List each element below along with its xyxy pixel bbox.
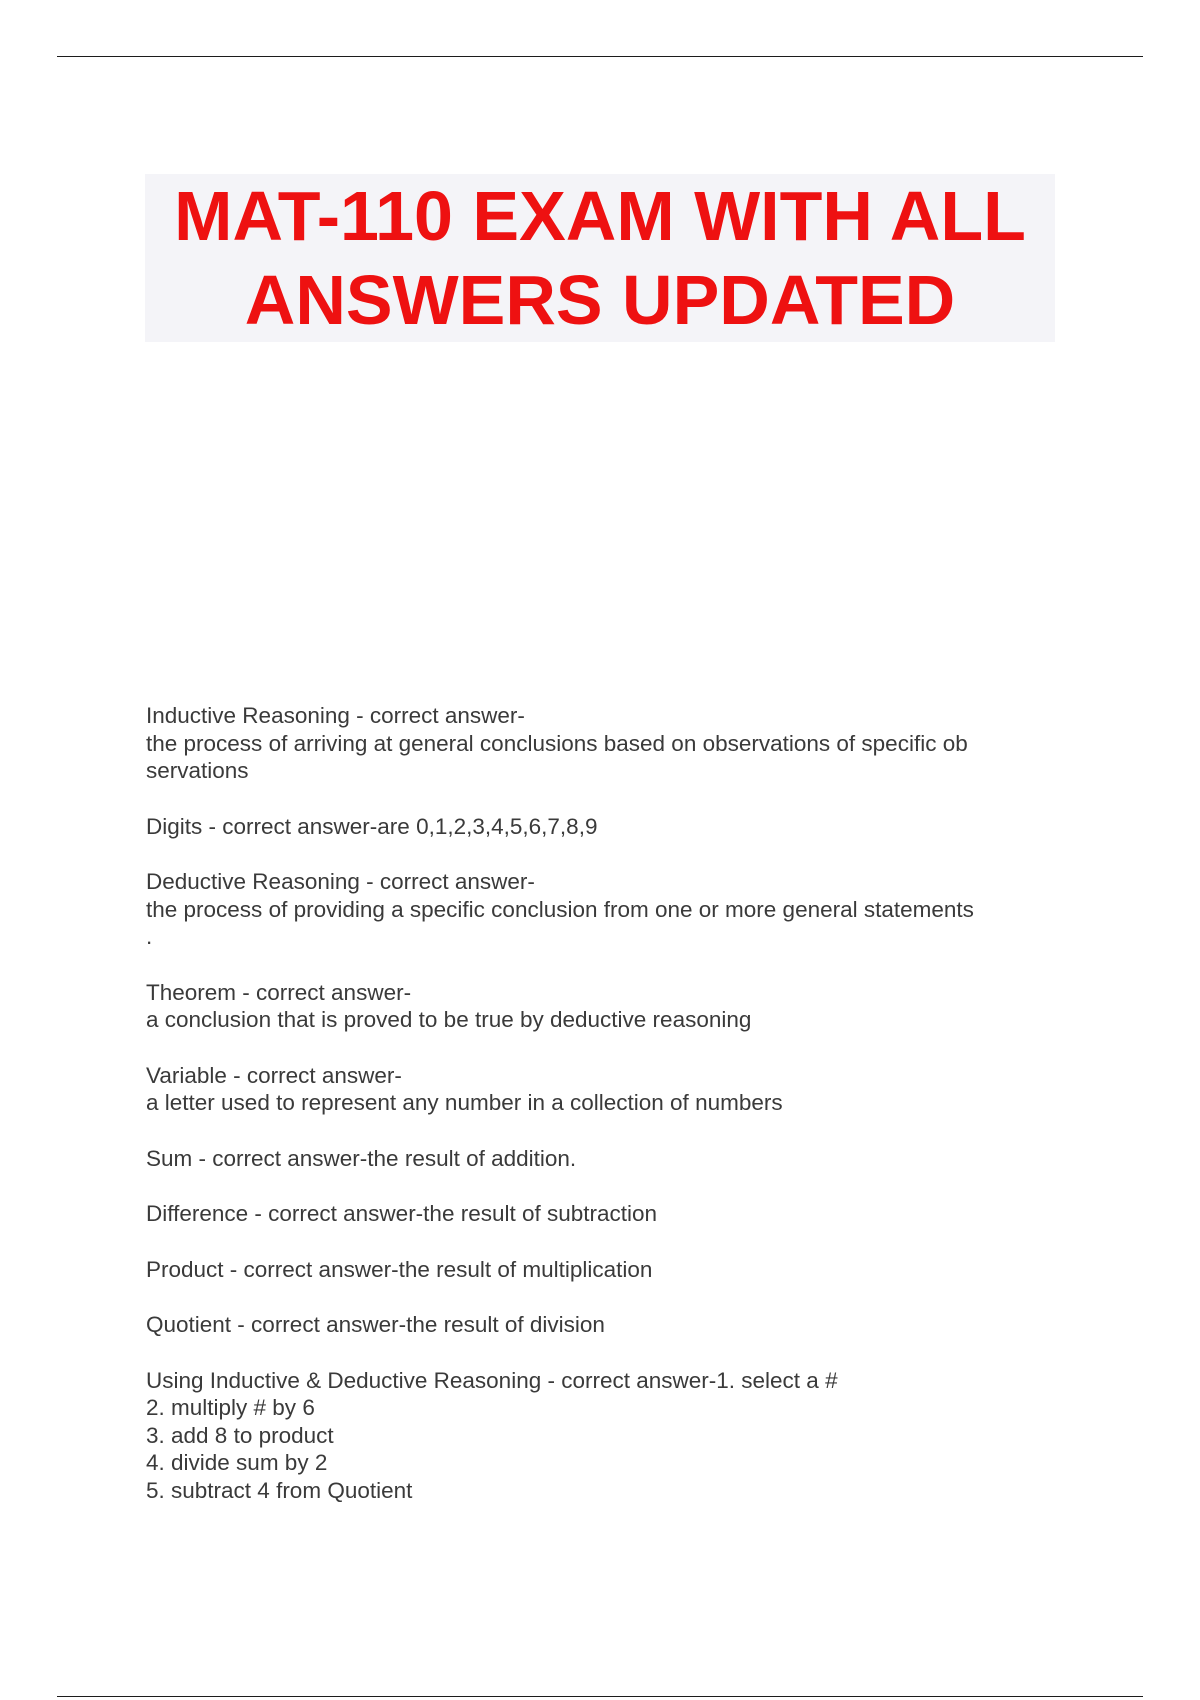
qa-entry: [146, 1062, 1066, 1117]
qa-entry-line: Deductive Reasoning - correct answer-: [146, 869, 535, 894]
qa-entry-line: Variable - correct answer-: [146, 1062, 402, 1088]
qa-entry: [146, 1200, 1066, 1228]
qa-entry-line: Using Inductive & Deductive Reasoning - correct answer-1. select a #: [146, 1367, 838, 1393]
top-rule: [57, 56, 1143, 57]
qa-entry: [146, 1311, 1066, 1339]
qa-entry-line: a conclusion that is proved to be true by deductive reasoning: [146, 1007, 752, 1032]
qa-entry-line: Difference - correct answer-the result of subtraction: [146, 1201, 658, 1226]
qa-entry-line: 2. multiply # by 6: [146, 1395, 315, 1420]
qa-entry-line: 3. add 8 to product: [146, 1422, 334, 1448]
document-title-box: [145, 174, 1055, 342]
qa-entry-line: the process of providing a specific conclusion from one or more general statements: [146, 896, 974, 922]
qa-entry-line: a letter used to represent any number in a collection of numbers: [146, 1090, 783, 1115]
document-title-line-2: ANSWERS UPDATED: [244, 261, 956, 339]
qa-entry-line: servations: [146, 758, 249, 783]
qa-entry-line: Quotient - correct answer-the result of division: [146, 1312, 605, 1337]
qa-entry-line: Theorem - correct answer-: [146, 979, 412, 1005]
qa-entry: [146, 813, 1066, 841]
qa-entry-line: 4. divide sum by 2: [146, 1450, 328, 1475]
qa-entry-line: Inductive Reasoning - correct answer-: [146, 703, 525, 728]
qa-entry: [146, 868, 1066, 951]
qa-entry: [146, 1145, 1066, 1173]
qa-entry-line: 5. subtract 4 from Quotient: [146, 1477, 413, 1503]
qa-entry: [146, 1367, 1066, 1505]
qa-entry-line: Product - correct answer-the result of multiplication: [146, 1256, 653, 1282]
qa-entry: [146, 1256, 1066, 1284]
qa-entry: [146, 979, 1066, 1034]
document-title-line-1: MAT-110 EXAM WITH ALL: [174, 177, 1026, 255]
qa-entry-line: .: [146, 924, 153, 949]
bottom-rule: [57, 1696, 1143, 1697]
qa-entry: [146, 702, 1066, 785]
qa-entry-line: the process of arriving at general conclusions based on observations of specific ob: [146, 730, 968, 756]
qa-entry-line: Sum - correct answer-the result of addition.: [146, 1145, 577, 1171]
qa-entry-line: Digits - correct answer-are 0,1,2,3,4,5,6,7,8,9: [146, 813, 598, 839]
qa-entries: [146, 702, 1066, 1532]
